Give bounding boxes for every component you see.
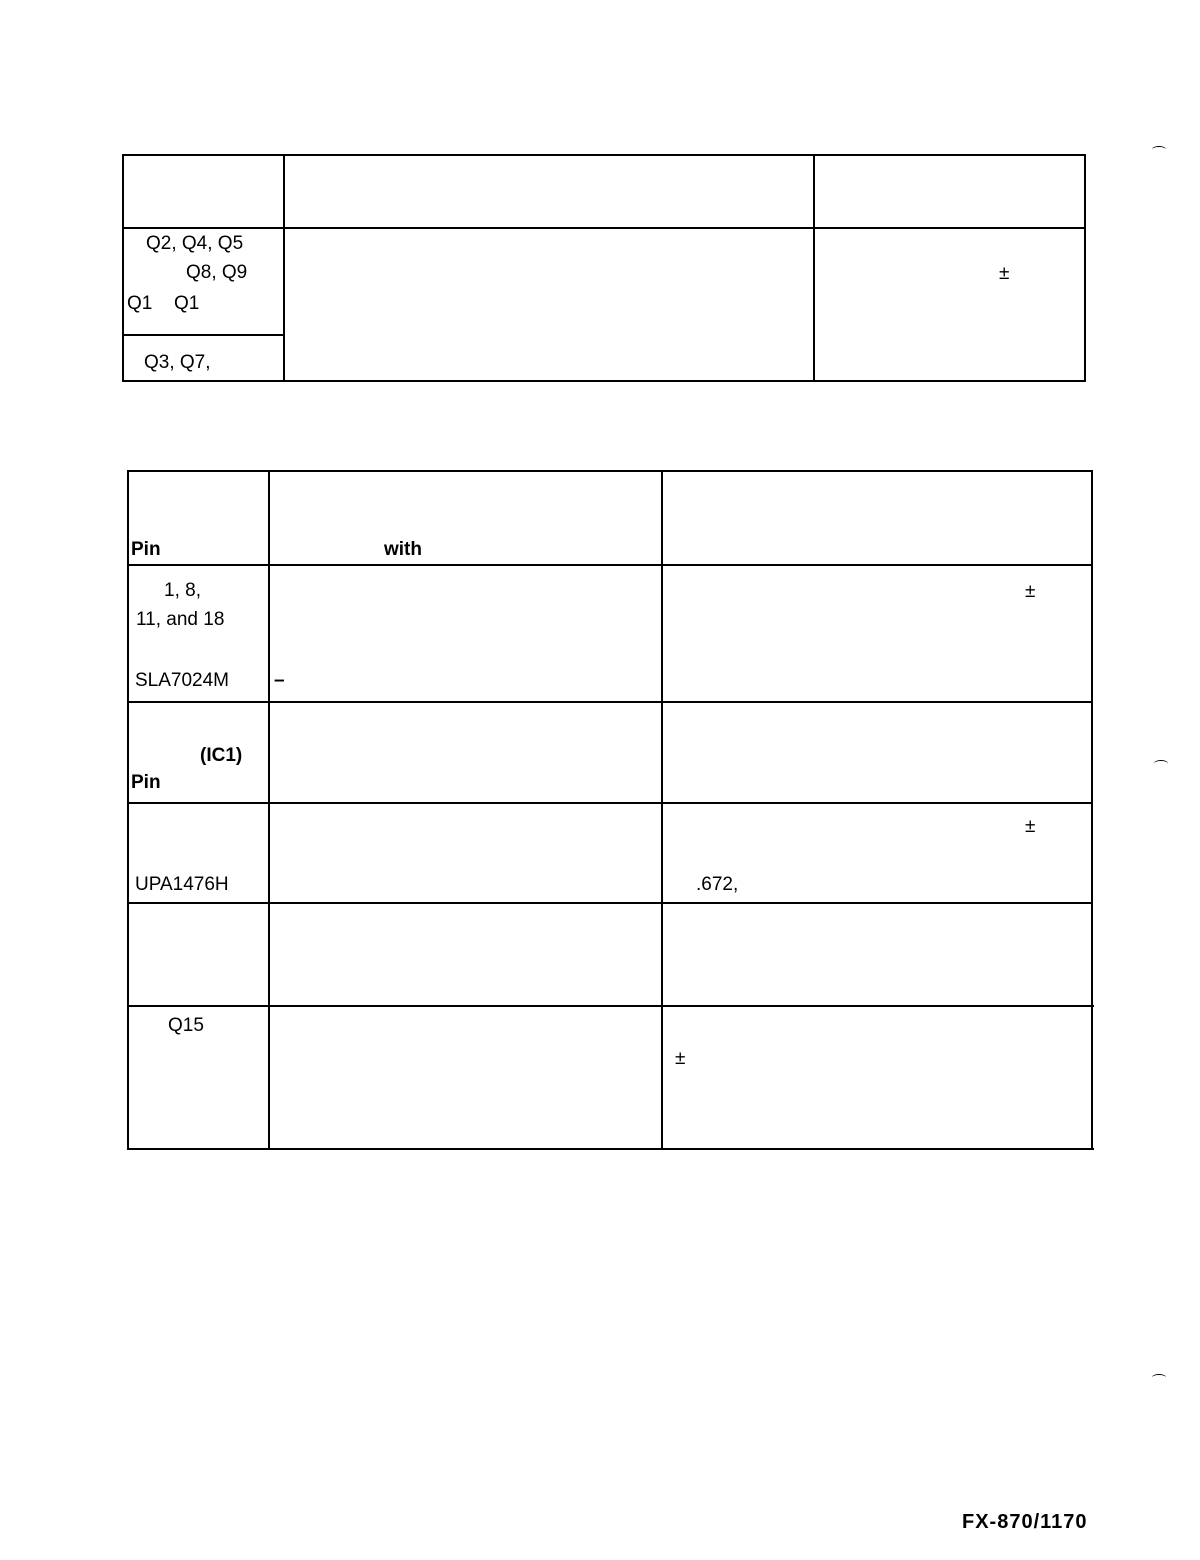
table-2-row-3-tolerance: ± (1025, 816, 1036, 837)
table-2-header-with: with (384, 539, 422, 560)
table-1-cell-transistors-d: Q1 (174, 293, 200, 314)
table-2-left-border (127, 470, 129, 1150)
table-2-column-divider-1 (268, 470, 270, 1150)
table-2-row-1-part-number: SLA7024M (135, 670, 230, 691)
table-1-cell-transistors-e: Q3, Q7, (144, 352, 211, 373)
table-1-left-border (122, 154, 124, 382)
table-2-row-5-tolerance: ± (675, 1048, 686, 1069)
table-2-right-border (1091, 470, 1093, 1150)
table-1-right-border (1084, 154, 1086, 382)
table-2-row-2-ic-label: (IC1) (200, 745, 243, 766)
table-1-cell-tolerance: ± (999, 263, 1010, 284)
table-2-row-5-transistor: Q15 (168, 1015, 204, 1036)
table-1-column-divider-1 (283, 154, 285, 382)
table-1-bottom-border (123, 380, 1086, 382)
table-2-row-divider-2 (128, 802, 1091, 804)
table-2-row-1-pins: 1, 8, (164, 580, 201, 601)
table-2-row-divider-3 (128, 902, 1091, 904)
table-1-top-border (123, 154, 1086, 156)
table-1-header-divider (123, 227, 1086, 229)
table-2-row-1-dash: – (274, 670, 285, 691)
margin-mark-top (1152, 146, 1166, 153)
margin-mark-bottom (1152, 1374, 1166, 1381)
table-2-row-divider-1 (128, 701, 1091, 703)
table-2-top-border (128, 470, 1091, 472)
table-2-row-3-part-number: UPA1476H (135, 874, 229, 895)
table-1-cell-transistors-b: Q8, Q9 (186, 262, 248, 283)
table-1-cell-transistors-c: Q1 (127, 293, 153, 314)
margin-mark-middle (1154, 760, 1168, 767)
table-1-cell-transistors-a: Q2, Q4, Q5 (146, 233, 244, 254)
table-2-bottom-border (128, 1148, 1094, 1150)
table-2-row-divider-4 (128, 1005, 1094, 1007)
table-2-header-pin: Pin (131, 539, 161, 560)
table-1-column-divider-2 (813, 154, 815, 382)
table-2-row-1-tolerance: ± (1025, 581, 1036, 602)
table-2-row-3-value: .672, (696, 874, 739, 895)
table-1-cell-divider (123, 334, 284, 336)
table-2-row-2-pin: Pin (131, 772, 161, 793)
table-2-column-divider-2 (661, 470, 663, 1150)
footer-model-number: FX-870/1170 (962, 1511, 1088, 1533)
table-2-header-divider (128, 564, 1091, 566)
table-2-row-1-pins-continued: 11, and 18 (136, 609, 225, 630)
